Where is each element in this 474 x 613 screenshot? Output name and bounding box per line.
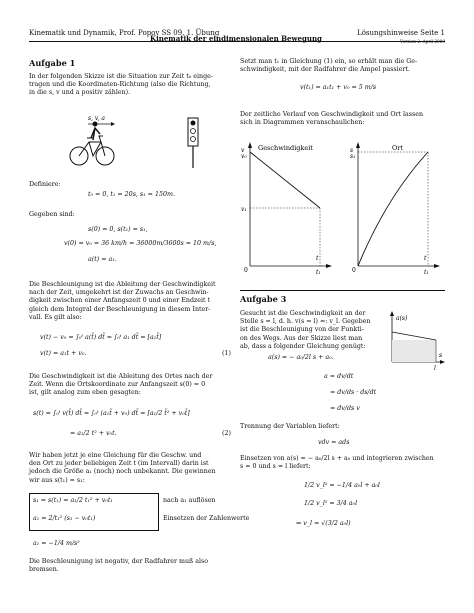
aufgabe3-para1: Gesucht ist die Geschwindigkeit an der Stelle s = l, d. h. v(s = l) =: v_l. Gegeben ist die Beschleunigung von der Funkti- on des Wegs. Aus der Skizze liest man ab, dass a folgender Gleichung genügt: xyxy=(240,310,371,350)
version-label: Version 2. April 2009 xyxy=(400,39,445,44)
position-y-axis-label: s xyxy=(350,147,354,154)
given-2: v(0) = v₀ = 36 km/h = 36000m/3600s = 10 m/s, xyxy=(64,240,217,247)
right-para2: Der zeitliche Verlauf von Geschwindigkeit und Ort lassen sich in Diagrammen veranschaulichen: xyxy=(240,111,424,127)
equation-number-1: (1) xyxy=(222,350,231,357)
def-equation: t₀ = 0, t₁ = 20s, s₁ = 150m. xyxy=(88,191,175,198)
sketch-a-label: a(s) xyxy=(396,315,408,322)
aufgabe1-para2: Die Beschleunigung ist die Ableitung der Geschwindigkeit nach der Zeit, umgekehrt ist der Zuwachs an Geschwin- digkeit zwischen einer Anfangszeit 0 und einer Endzeit t gleich dem Integral der Beschleunigung in diesem Inter- vall. Es gilt also: xyxy=(29,281,216,321)
sketch-l-label: l xyxy=(434,365,436,372)
given-3: a(t) = a₁. xyxy=(88,256,117,263)
position-x-axis-label: t xyxy=(424,255,427,262)
chain-rule-1: a = dv/dt xyxy=(324,373,354,380)
position-diagram xyxy=(346,138,446,278)
box-equation-1: s₁ = s(t₁) = a₁/2 t₁² + v₀t₁ xyxy=(33,497,113,504)
velocity-t1-label: t₁ xyxy=(316,269,321,276)
gegeben-label: Gegeben sind: xyxy=(29,211,75,218)
velocity-v1-label: v₁ xyxy=(241,206,247,213)
aufgabe3-para2: Einsetzen von a(s) = − a₀/2l s + a₀ und integrieren zwischen s = 0 und s = l liefert: xyxy=(240,455,434,471)
course-header: Kinematik und Dynamik, Prof. Popov SS 09, 1. Übung xyxy=(29,29,220,37)
velocity-y-axis-label: v xyxy=(241,147,245,154)
position-chart-title: Ort xyxy=(392,144,404,152)
aufgabe1-para5: Die Beschleunigung ist negativ, der Radfahrer muß also bremsen. xyxy=(29,558,209,574)
right-para1: Setzt man t₁ in Gleichung (1) ein, so erhält man die Ge- schwindigkeit, mit der Radfahrer die Ampel passiert. xyxy=(240,58,418,74)
page-header: Lösungshinweise Seite 1 xyxy=(357,29,445,37)
velocity-equation: v(t) = a₁t + v₀. xyxy=(40,350,87,357)
box-note-1: nach a₁ auflösen xyxy=(163,497,216,504)
velocity-origin-label: 0 xyxy=(244,267,248,274)
position-origin-label: 0 xyxy=(352,267,356,274)
aufgabe1-intro: In der folgenden Skizze ist die Situation zur Zeit t₀ einge- tragen und die Koordinaten-Richtung (also die Richtung, in die s, v und a positiv zählen). xyxy=(29,73,213,97)
header-rule xyxy=(29,41,445,42)
aufgabe1-para4: Wir haben jetzt je eine Gleichung für die Geschw. und den Ort zu jeder beliebigen Zeit t (im Intervall) darin ist jedoch die Größe a₁ (noch) noch unbekannt. Die gewinnen wir aus s(t₁) = s₁: xyxy=(29,452,216,484)
velocity-x-axis-label: t xyxy=(316,255,319,262)
position-equation: = a₁/2 t² + v₀t. xyxy=(70,430,117,437)
aufgabe1-heading: Aufgabe 1 xyxy=(29,58,76,68)
chain-rule-3: = dv/ds v xyxy=(330,405,360,412)
separation-equation: vdv = ads xyxy=(318,439,350,446)
final-velocity: ⇒ v_l = √(3/2 a₀l) xyxy=(296,520,351,527)
position-integral: s(t) = ∫₀ᵗ v(t̃) dt̃ = ∫₀ᵗ (a₁t̃ + v₀) dt̃ = [a₁/2 t̃² + v₀t̃] xyxy=(33,410,190,417)
trennung-text: Trennung der Variablen liefert: xyxy=(240,423,340,430)
cyclist-sketch xyxy=(55,110,215,170)
integration-1: 1/2 v_l² = −1/4 a₀l + a₀l xyxy=(304,482,380,489)
aufgabe3-rule xyxy=(240,290,445,291)
document-title: Kinematik der eindimensionalen Bewegung xyxy=(150,34,322,43)
position-t1-label: t₁ xyxy=(424,269,429,276)
equation-number-2: (2) xyxy=(222,430,231,437)
sketch-axis-label: s, v, a xyxy=(88,115,105,122)
velocity-integral: v(t) − v₀ = ∫₀ᵗ a(t̃) dt̃ = ∫₀ᵗ a₁ dt̃ = [a₁t̃] xyxy=(40,334,162,341)
chain-rule-2: = dv/ds · ds/dt xyxy=(330,389,377,396)
acceleration-result: a₁ = −1/4 m/s² xyxy=(33,540,80,547)
aufgabe1-para3: Die Geschwindigkeit ist die Ableitung des Ortes nach der Zeit. Wenn die Ortskoordinate zur Anfangszeit s(0) = 0 ist, gilt analog zum eben gesagten: xyxy=(29,373,213,397)
given-1: s(0) = 0, s(t₁) = s₁, xyxy=(88,226,148,233)
velocity-v0-label: v₀ xyxy=(241,153,247,160)
box-note-2: Einsetzen der Zahlenwerte xyxy=(163,515,250,522)
velocity-at-t1: v(t₁) = a₁t₁ + v₀ = 5 m/s xyxy=(300,84,377,91)
definiere-label: Definiere: xyxy=(29,181,61,188)
acceleration-function: a(s) = − a₀/2l s + a₀. xyxy=(268,354,334,361)
velocity-diagram xyxy=(238,138,338,278)
aufgabe3-heading: Aufgabe 3 xyxy=(240,294,287,304)
sketch-s-label: s xyxy=(439,352,443,359)
acceleration-sketch xyxy=(384,310,446,372)
position-s1-label: s₁ xyxy=(350,153,356,160)
box-equation-2: a₁ = 2/t₁² (s₁ − v₀t₁) xyxy=(33,515,96,522)
integration-2: 1/2 v_l² = 3/4 a₀l xyxy=(304,500,358,507)
velocity-chart-title: Geschwindigkeit xyxy=(258,144,313,152)
